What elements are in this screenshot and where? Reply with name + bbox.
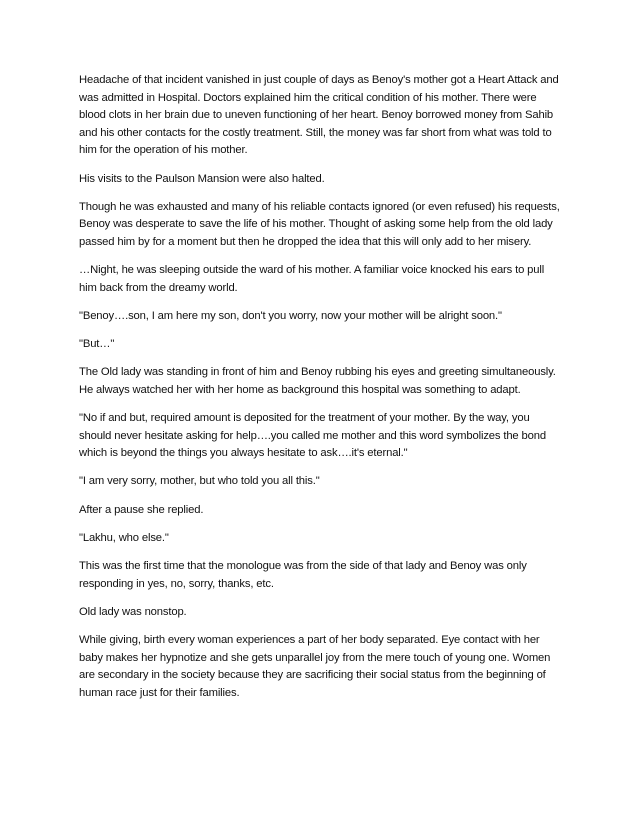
paragraph-3: Though he was exhausted and many of his reliable contacts ignored (or even refused) his requests, Benoy was desperate to save the life of his mother. Thought of asking some help from the old lady passed him by for a moment but then he dropped the idea that this will only add to her misery. [79, 200, 560, 248]
paragraph-1: Headache of that incident vanished in just couple of days as Benoy's mother got a Heart Attack and was admitted in Hospital. Doctors explained him the critical condition of his mother. There were blood clots in her brain due to uneven functioning of her heart. Benoy borrowed money from Sahib and his other contacts for the costly treatment. Still, the money was far short from what was told to him for the operation of his mother. [79, 74, 559, 157]
paragraph-4: …Night, he was sleeping outside the ward of his mother. A familiar voice knocked his ears to pull him back from the dreamy world. [79, 264, 545, 294]
paragraph-7: The Old lady was standing in front of him and Benoy rubbing his eyes and greeting simultaneously. He always watched her with her home as background this hospital was something to adapt. [79, 366, 556, 396]
paragraph-10: After a pause she replied. [79, 503, 204, 516]
paragraph-14: While giving, birth every woman experiences a part of her body separated. Eye contact with her baby makes her hypnotize and she gets unparallel joy from the mere touch of young one. Women are secondary in the society because they are sacrificing their social status from the beginning of human race just for their families. [79, 633, 551, 699]
paragraph-11: "Lakhu, who else." [79, 531, 169, 544]
paragraph-12: This was the first time that the monologue was from the side of that lady and Benoy was only responding in yes, no, sorry, thanks, etc. [79, 560, 527, 590]
document-page [79, 72, 563, 713]
paragraph-5: "Benoy….son, I am here my son, don't you worry, now your mother will be alright soon." [79, 309, 502, 322]
paragraph-13: Old lady was nonstop. [79, 605, 187, 618]
paragraph-6: "But…" [79, 338, 115, 351]
paragraph-2: His visits to the Paulson Mansion were also halted. [79, 172, 325, 185]
paragraph-8: "No if and but, required amount is deposited for the treatment of your mother. By the way, you should never hesitate asking for help….you called me mother and this word symbolizes the bond which is beyond the things you always hesitate to ask….it's eternal." [79, 412, 546, 460]
paragraph-9: "I am very sorry, mother, but who told you all this." [79, 475, 320, 488]
